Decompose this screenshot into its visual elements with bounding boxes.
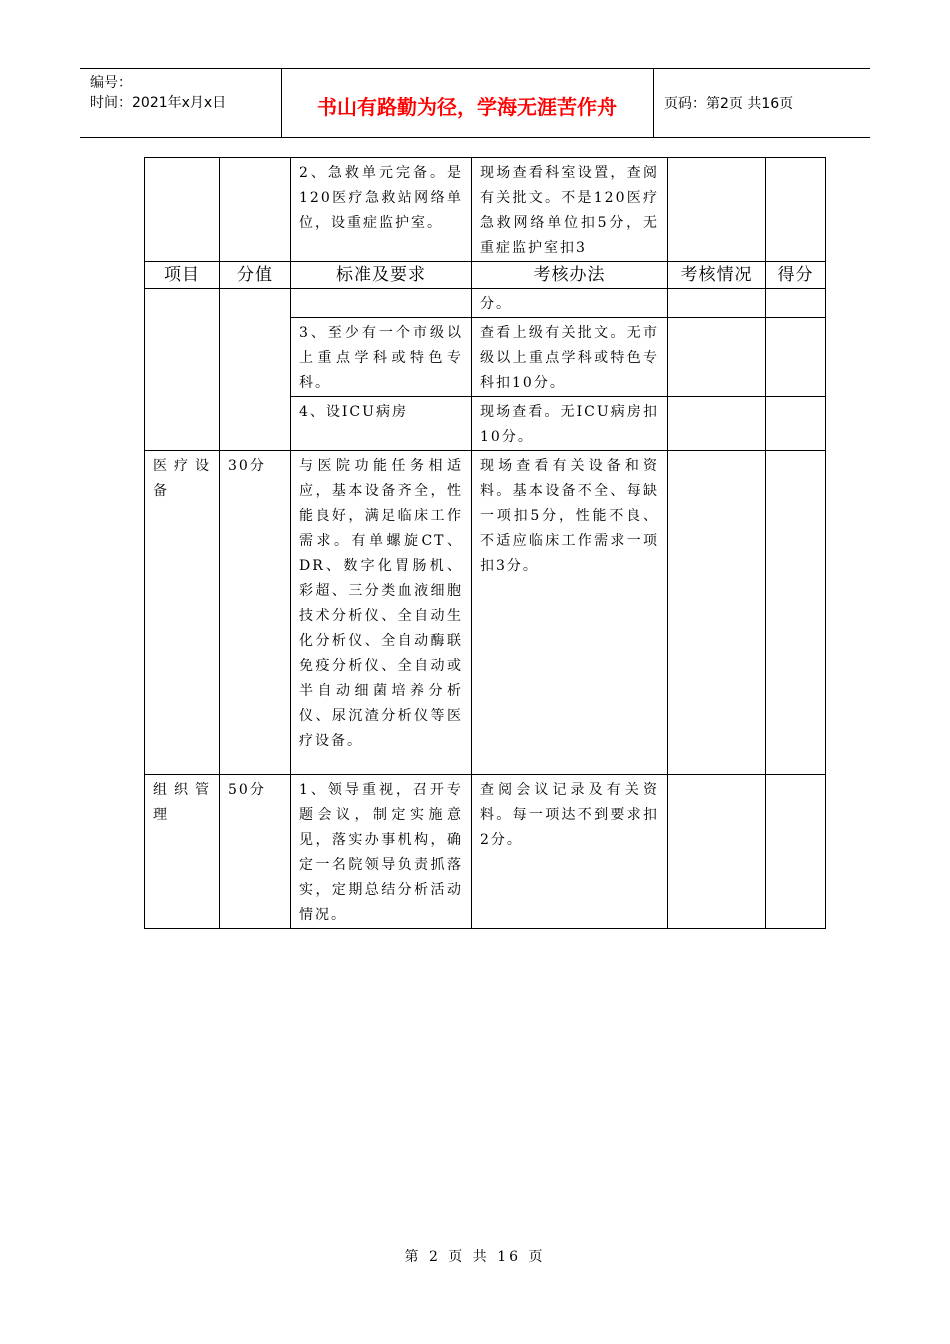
standard-cell: 与医院功能任务相适应，基本设备齐全，性能良好，满足临床工作需求。有单螺旋CT、DR、数字化胃肠机、彩超、三分类血液细胞技术分析仪、全自动生化分析仪、全自动酶联免疫分析仪、全自动或半自动细菌培养分析仪、尿沉渣分析仪等医疗设备。 <box>291 451 472 775</box>
table-cell <box>668 158 766 262</box>
method-cell: 现场查看有关设备和资料。基本设备不全、每缺一项扣5分，性能不良、不适应临床工作需求一项扣3分。 <box>472 451 668 775</box>
standard-cell: 4、设ICU病房 <box>291 397 472 451</box>
header-row <box>145 262 826 289</box>
table-cell <box>766 775 826 929</box>
method-cell: 现场查看科室设置，查阅有关批文。不是120医疗急救网络单位扣5分，无重症监护室扣3 <box>472 158 668 262</box>
column-header-method: 考核办法 <box>472 262 668 289</box>
header-page-number: 页码：第2页 共16页 <box>664 96 794 112</box>
item-cell: 组织管理 <box>145 775 220 929</box>
table-cell <box>145 289 220 451</box>
document-header <box>80 68 870 138</box>
table-cell <box>668 451 766 775</box>
header-meta <box>90 73 226 113</box>
method-cell: 查阅会议记录及有关资料。每一项达不到要求扣2分。 <box>472 775 668 929</box>
table-cell <box>668 318 766 397</box>
column-header-points: 得分 <box>766 262 826 289</box>
table-cell <box>766 289 826 318</box>
table-row <box>145 451 826 775</box>
table-cell <box>220 289 291 451</box>
column-header-item: 项目 <box>145 262 220 289</box>
table-cell <box>766 158 826 262</box>
table-cell <box>766 451 826 775</box>
assessment-table <box>144 157 826 929</box>
standard-cell: 2、急救单元完备。是120医疗急救站网络单位，设重症监护室。 <box>291 158 472 262</box>
column-header-status: 考核情况 <box>668 262 766 289</box>
method-cell: 查看上级有关批文。无市级以上重点学科或特色专科扣10分。 <box>472 318 668 397</box>
time-label: 时间：2021年x月x日 <box>90 95 227 111</box>
header-motto: 书山有路勤为径，学海无涯苦作舟 <box>317 95 617 119</box>
score-cell: 30分 <box>220 451 291 775</box>
table-cell <box>766 397 826 451</box>
header-divider <box>653 69 654 137</box>
number-label: 编号： <box>90 75 132 91</box>
table-row <box>145 775 826 929</box>
page-footer: 第 2 页 共 16 页 <box>404 1249 546 1265</box>
table-cell <box>220 158 291 262</box>
table-cell <box>668 397 766 451</box>
table-cell <box>668 775 766 929</box>
table-cell <box>668 289 766 318</box>
item-cell: 医疗设备 <box>145 451 220 775</box>
standard-cell <box>291 289 472 318</box>
table-row <box>145 158 826 262</box>
standard-cell: 3、至少有一个市级以上重点学科或特色专科。 <box>291 318 472 397</box>
method-cell: 分。 <box>472 289 668 318</box>
table-cell <box>766 318 826 397</box>
method-cell: 现场查看。无ICU病房扣10分。 <box>472 397 668 451</box>
standard-cell: 1、领导重视，召开专题会议，制定实施意见，落实办事机构，确定一名院领导负责抓落实，定期总结分析活动情况。 <box>291 775 472 929</box>
table-row <box>145 289 826 318</box>
table-cell <box>145 158 220 262</box>
score-cell: 50分 <box>220 775 291 929</box>
column-header-score: 分值 <box>220 262 291 289</box>
column-header-standard: 标准及要求 <box>291 262 472 289</box>
